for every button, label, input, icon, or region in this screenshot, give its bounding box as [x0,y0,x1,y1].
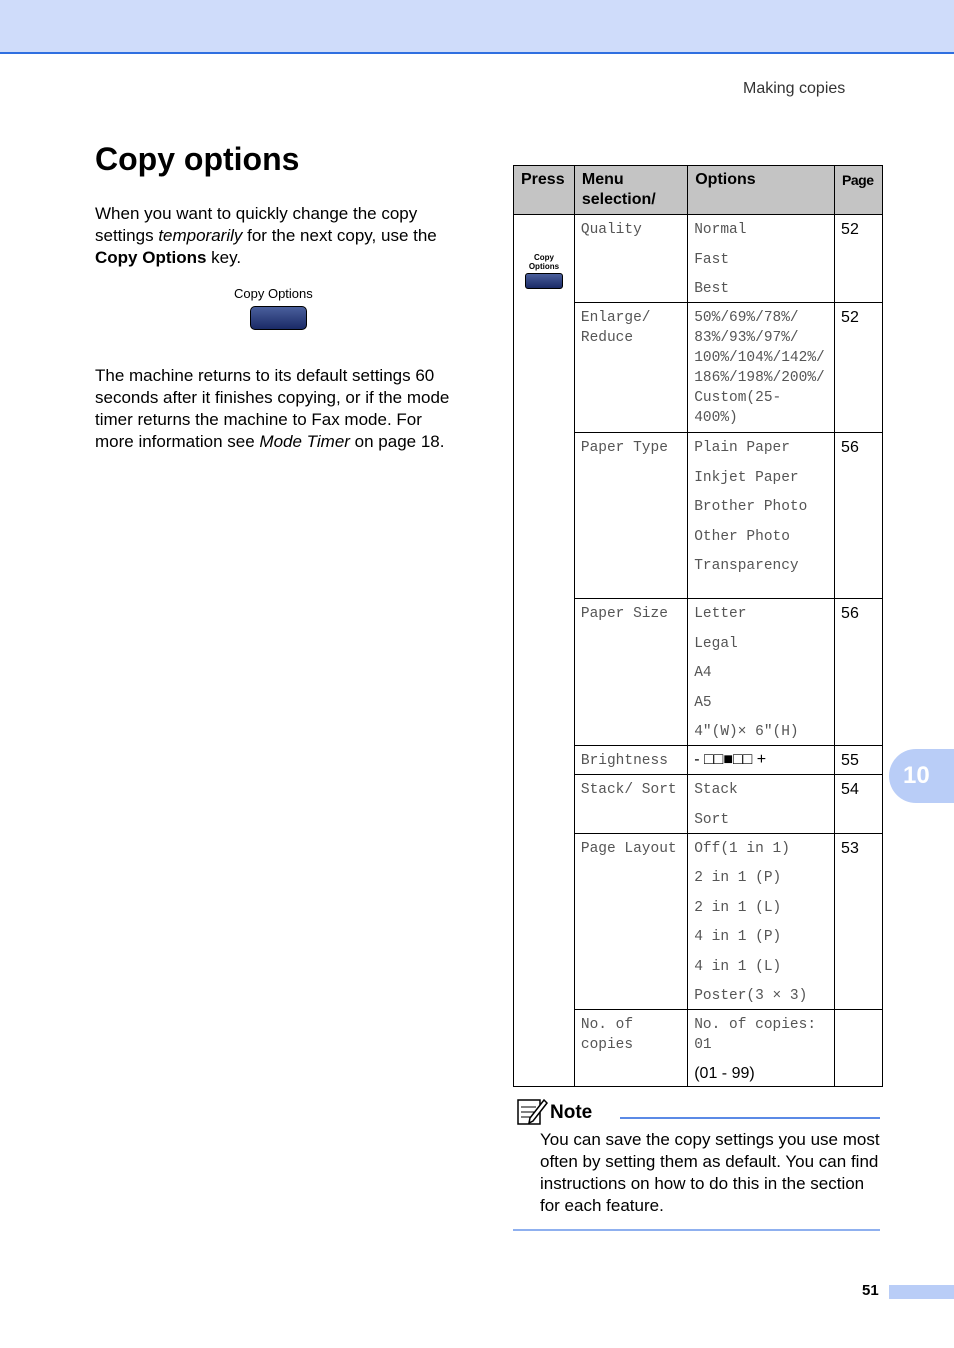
options-cell [688,433,835,599]
note-title: Note [550,1102,593,1123]
body-text: The machine returns to its default settings 60 seconds after it finishes copying, or if the mode timer returns the machine to Fax mode. For more information see [95,366,450,451]
options-cell [688,833,835,1010]
intro-text: key. [206,248,242,267]
note-text: You can save the copy settings you use most often by setting them as default. You can find instructions on how to do this in the section for each feature. [540,1130,880,1215]
option-value: 2 in 1 (L) [694,899,782,916]
option-value: No. of copies: 01 [694,1017,817,1053]
intro-text: for the next copy, use the [242,226,437,245]
col-header-options: Options [688,166,835,215]
option-value: Off(1 in 1) [694,840,790,857]
menu-cell: Paper Size [574,599,687,746]
press-cell [514,215,575,1087]
page-number-bar [889,1285,954,1299]
intro-emphasis: temporarily [158,226,243,245]
option-value: Inkjet Paper [694,469,799,486]
options-cell [688,599,835,746]
page-ref-cell: 56 [835,599,883,746]
menu-cell: Quality [574,215,687,303]
option-value: 4 in 1 (P) [694,929,782,945]
option-value: Transparency [694,558,799,574]
menu-cell: Paper Type [574,433,687,599]
option-value: Letter [694,606,747,622]
mode-timer-reference: Mode Timer [259,432,350,451]
copy-options-table [513,165,883,1087]
intro-paragraph [95,203,465,269]
chapter-tab: 10 [889,749,954,803]
page-ref-cell: 56 [835,433,883,599]
option-value: Plain Paper [694,440,790,456]
page-ref-cell: 54 [835,775,883,834]
key-name: Copy Options [95,248,207,267]
options-cell [688,1010,835,1087]
intro-text: When you want to quickly change the copy settings [95,204,418,245]
page-ref-cell: 52 [835,215,883,303]
option-value: Poster(3 × 3) [694,988,808,1004]
table-header-row [514,166,883,215]
note-divider [620,1117,880,1119]
copy-options-key-icon [525,273,563,289]
default-settings-paragraph [95,365,465,453]
page-ref-cell: 52 [835,303,883,433]
option-value: 4 in 1 (L) [694,958,782,975]
option-value: Brother Photo [694,499,808,515]
option-value: A5 [694,694,712,711]
option-value: Sort [694,811,730,828]
option-value: 2 in 1 (P) [694,870,782,886]
option-value: Other Photo [694,528,790,545]
top-header-bar [0,0,954,54]
option-value: Legal [694,635,738,652]
option-value: A4 [694,665,712,681]
menu-cell: Stack/ Sort [574,775,687,834]
option-value: Fast [694,251,730,268]
page-ref-cell: 53 [835,833,883,1010]
copy-options-key-icon [250,306,307,330]
running-header: Making copies [743,80,846,97]
options-cell [688,215,835,303]
menu-cell: Brightness [574,746,687,775]
menu-cell: Enlarge/ Reduce [574,303,687,433]
options-cell [688,775,835,834]
option-value: Stack [694,782,738,798]
option-value: Best [694,281,730,297]
option-value: Normal [694,222,747,238]
page-title: Copy options [95,141,300,177]
note-bottom-divider [513,1229,880,1231]
option-value: 4"(W)× 6"(H) [694,724,799,740]
col-header-press: Press [514,166,575,215]
menu-cell: No. of copies [574,1010,687,1087]
col-header-menu: Menu selection/ [574,166,687,215]
option-range: (01 - 99) [694,1064,755,1082]
option-value: 50%/69%/78%/ 83%/93%/97%/ 100%/104%/142%/ 186%/198%/200%/ Custom(25- 400%) [694,310,825,426]
menu-cell: Page Layout [574,833,687,1010]
page-number: 51 [862,1282,879,1299]
copy-options-key-label: Copy Options [234,286,313,301]
brightness-scale: - □□■□□ + [688,746,835,775]
table-row [514,215,883,303]
note-pencil-icon [516,1096,548,1126]
col-header-page: Page [835,166,883,215]
page-ref-cell: 55 [835,746,883,775]
body-text: on page 18. [349,432,445,451]
page-ref-cell [835,1010,883,1087]
options-cell [688,303,835,433]
copy-options-key-label: Copy Options [528,253,560,271]
